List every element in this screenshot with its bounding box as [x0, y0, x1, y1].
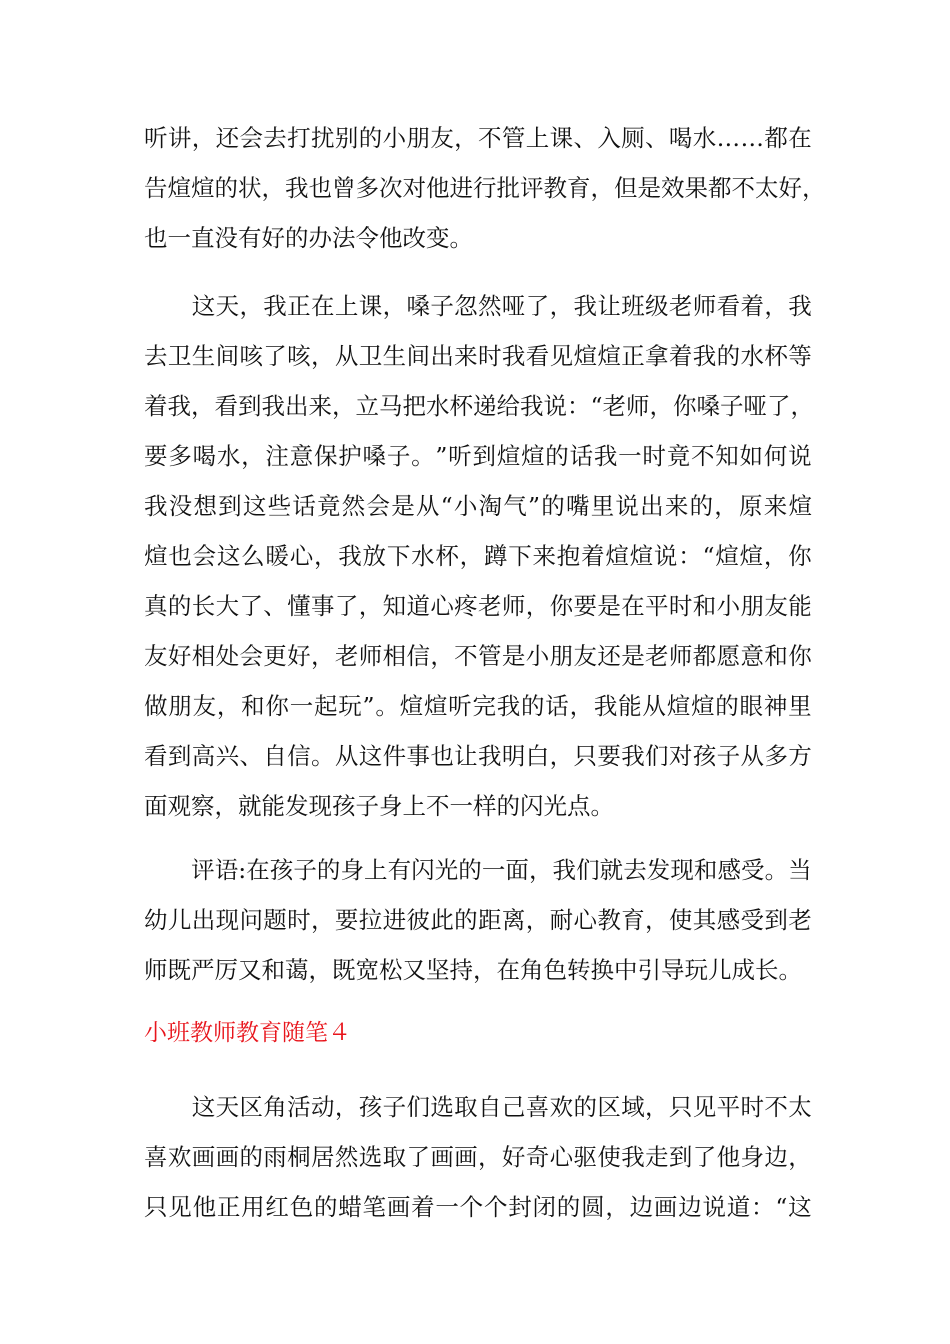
- paragraph-new-section: [144, 1082, 812, 1232]
- section-heading: 小班教师教育随笔４: [144, 1020, 351, 1046]
- text-line: 听 讲 ， 还 会 去 打 扰 别 的 小 朋 友 ， 不 管 上 课 、 入 厕 、 喝 水 … … 都 在: [144, 124, 812, 152]
- paragraph-comment: [144, 845, 812, 995]
- text-line: 这 天 区 角 活 动 ， 孩 子 们 选 取 自 己 喜 欢 的 区 域 ， 只 见 平 时 不 太: [191, 1093, 812, 1121]
- paragraph-continued: [144, 113, 826, 263]
- text-line: 友 好 相 处 会 更 好 ， 老 师 相 信 ， 不 管 是 小 朋 友 还 是 老 师 都 愿 意 和 你: [144, 642, 812, 670]
- text-line: 去 卫 生 间 咳 了 咳 ， 从 卫 生 间 出 来 时 我 看 见 煊 煊 正 拿 着 我 的 水 杯 等: [144, 342, 812, 370]
- text-line: 看 到 高 兴 、 自 信 。 从 这 件 事 也 让 我 明 白 ， 只 要 我 们 对 孩 子 从 多 方: [144, 742, 812, 770]
- text-line: 幼 儿 出 现 问 题 时 ， 要 拉 进 彼 此 的 距 离 ， 耐 心 教 育 ， 使 其 感 受 到 老: [144, 906, 812, 934]
- text-line: 煊 也 会 这 么 暖 心 ， 我 放 下 水 杯 ， 蹲 下 来 抱 着 煊 煊 说 ： “ 煊 煊 ， 你: [144, 542, 812, 570]
- text-line: 面观察，就能发现孩子身上不一样的闪光点。: [144, 792, 614, 820]
- text-line: 告 煊 煊 的 状 ， 我 也 曾 多 次 对 他 进 行 批 评 教 育 ， 但 是 效 果 都 不 太 好 ，: [144, 174, 826, 202]
- text-line: 我 没 想 到 这 些 话 竟 然 会 是 从 “ 小 淘 气 ” 的 嘴 里 说 出 来 的 ， 原 来 煊: [144, 492, 812, 520]
- text-line: 这 天 ， 我 正 在 上 课 ， 嗓 子 忽 然 哑 了 ， 我 让 班 级 老 师 看 着 ， 我: [191, 292, 812, 320]
- text-line: 师既严厉又和蔼，既宽松又坚持，在角色转换中引导玩儿成长。: [144, 956, 802, 984]
- text-line: 只 见 他 正 用 红 色 的 蜡 笔 画 着 一 个 个 封 闭 的 圆 ， 边 画 边 说 道 ： “ 这: [144, 1193, 812, 1221]
- text-line: 真 的 长 大 了 、 懂 事 了 ， 知 道 心 疼 老 师 ， 你 要 是 在 平 时 和 小 朋 友 能: [144, 592, 812, 620]
- text-line: 要 多 喝 水 ， 注 意 保 护 嗓 子 。 ” 听 到 煊 煊 的 话 我 一 时 竟 不 知 如 何 说: [144, 442, 812, 470]
- text-line: 做 朋 友 ， 和 你 一 起 玩 ” 。 煊 煊 听 完 我 的 话 ， 我 能 从 煊 煊 的 眼 神 里: [144, 692, 812, 720]
- text-line: 喜 欢 画 画 的 雨 桐 居 然 选 取 了 画 画 ， 好 奇 心 驱 使 我 走 到 了 他 身 边 ，: [144, 1143, 812, 1171]
- text-line: 也一直没有好的办法令他改变。: [144, 224, 473, 252]
- paragraph-story: [144, 281, 815, 831]
- text-line: 着 我 ， 看 到 我 出 来 ， 立 马 把 水 杯 递 给 我 说 ： “ 老 师 ， 你 嗓 子 哑 了 ，: [144, 392, 815, 420]
- text-line: 评 语 : 在 孩 子 的 身 上 有 闪 光 的 一 面 ， 我 们 就 去 发 现 和 感 受 。 当: [191, 856, 812, 884]
